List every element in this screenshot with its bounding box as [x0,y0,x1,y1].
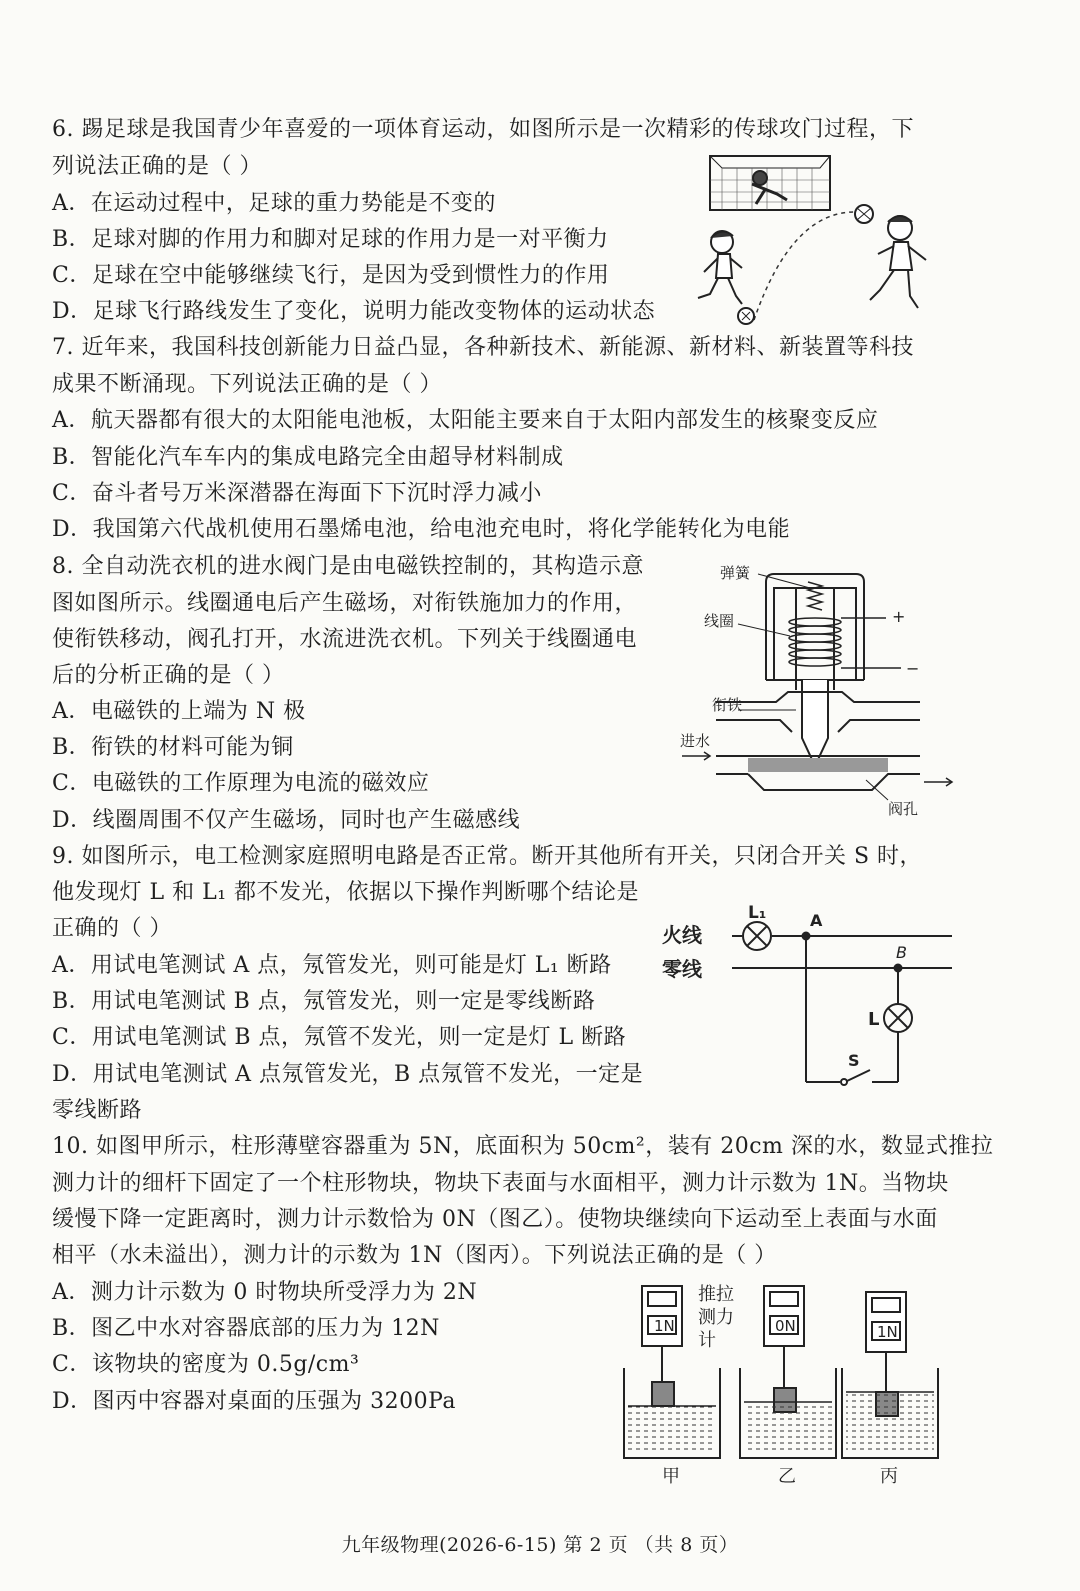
player-left-icon [698,231,754,324]
q10-containers-figure [620,1278,960,1490]
q8-option-c: C．电磁铁的工作原理为电流的磁效应 [52,771,430,796]
q7-option-b: B．智能化汽车车内的集成电路完全由超导材料制成 [52,445,564,470]
label-armature: 衔铁 [712,696,743,714]
container-bing [842,1292,938,1458]
q7-option-d: D．我国第六代战机使用石墨烯电池，给电池充电时，将化学能转化为电能 [52,517,791,542]
meter-reading-yi: 0N [775,1317,796,1335]
page-footer: 九年级物理(2026-6-15) 第 2 页 （共 8 页） [341,1534,739,1556]
label-plus: + [892,607,906,626]
caption-yi: 乙 [778,1466,796,1487]
q8-stem-line3: 使衔铁移动，阀孔打开，水流进洗衣机。下列关于线圈通电 [52,627,638,652]
q9-circuit-figure [660,896,960,1092]
q9-stem-line3: 正确的（ ） [52,916,172,941]
q6-option-d: D．足球飞行路线发生了变化，说明力能改变物体的运动状态 [52,299,656,324]
label-inlet: 进水 [680,732,711,750]
q8-option-a: A．电磁铁的上端为 N 极 [52,699,306,724]
label-live-wire: 火线 [662,923,702,947]
label-meter-line1: 推拉 [698,1284,734,1305]
q7-option-a: A．航天器都有很大的太阳能电池板，太阳能主要来自于太阳内部发生的核聚变反应 [52,408,879,433]
q7-stem-line1: 7. 近年来，我国科技创新能力日益凸显，各种新技术、新能源、新材料、新装置等科技 [52,335,914,360]
q10-option-c: C．该物块的密度为 0.5g/cm³ [52,1352,360,1377]
ball-trajectory [754,212,857,320]
q8-valve-figure [676,560,960,820]
label-point-a: A [810,911,823,930]
label-spring: 弹簧 [720,564,751,582]
q7-stem-line2: 成果不断涌现。下列说法正确的是（ ） [52,372,442,397]
q10-option-a: A．测力计示数为 0 时物块所受浮力为 2N [52,1280,478,1305]
container-yi [740,1286,836,1458]
q9-option-b: B．用试电笔测试 B 点，氖管发光，则一定是零线断路 [52,989,596,1014]
q10-option-d: D．图丙中容器对桌面的压强为 3200Pa [52,1389,457,1414]
q6-stem-line1: 6. 踢足球是我国青少年喜爱的一项体育运动，如图所示是一次精彩的传球攻门过程，下 [52,117,914,142]
q9-option-a: A．用试电笔测试 A 点，氖管发光，则可能是灯 L₁ 断路 [52,953,612,978]
label-point-b: B [896,943,907,962]
label-meter-line3: 计 [698,1330,716,1351]
player-right-icon [855,205,926,308]
label-switch-s: S [848,1051,860,1070]
q6-stem-line2: 列说法正确的是（ ） [52,154,262,179]
q9-stem-line1: 9. 如图所示，电工检测家庭照明电路是否正常。断开其他所有开关，只闭合开关 S 时， [52,844,923,869]
meter-reading-bing: 1N [877,1323,898,1341]
caption-bing: 丙 [880,1466,898,1487]
q10-stem-line3: 缓慢下降一定距离时，测力计示数恰为 0N（图乙）。使物块继续向下运动至上表面与水面 [52,1207,938,1232]
label-l1: L₁ [748,903,767,923]
q6-option-a: A．在运动过程中，足球的重力势能是不变的 [52,191,496,216]
q10-stem-line4: 相平（水未溢出），测力计的示数为 1N（图丙）。下列说法正确的是（ ） [52,1243,777,1268]
label-l: L [868,1009,880,1030]
q6-option-b: B．足球对脚的作用力和脚对足球的作用力是一对平衡力 [52,227,609,252]
q7-option-c: C．奋斗者号万米深潜器在海面下下沉时浮力减小 [52,481,542,506]
caption-jia: 甲 [662,1466,680,1487]
q8-stem-line2: 图如图所示。线圈通电后产生磁场，对衔铁施加力的作用， [52,591,638,616]
q8-option-b: B．衔铁的材料可能为铜 [52,735,294,760]
q10-stem-line2: 测力计的细杆下固定了一个柱形物块，物块下表面与水面相平，测力计示数为 1N。当物块 [52,1171,949,1196]
q9-option-d-line1: D．用试电笔测试 A 点氖管发光，B 点氖管不发光，一定是 [52,1062,644,1087]
label-coil: 线圈 [704,612,735,630]
q9-option-c: C．用试电笔测试 B 点，氖管不发光，则一定是灯 L 断路 [52,1025,627,1050]
q6-soccer-figure [682,150,952,330]
label-meter-line2: 测力 [698,1307,734,1328]
q10-stem-line1: 10. 如图甲所示，柱形薄壁容器重为 5N，底面积为 50cm²，装有 20cm 深的水，数显式推拉 [52,1134,994,1159]
goal-icon [710,156,830,210]
q10-option-b: B．图乙中水对容器底部的压力为 12N [52,1316,440,1341]
switch-s-icon [847,1070,870,1081]
label-minus: − [906,659,920,678]
q9-stem-line2: 他发现灯 L 和 L₁ 都不发光，依据以下操作判断哪个结论是 [52,880,640,905]
q8-stem-line4: 后的分析正确的是（ ） [52,663,285,688]
q8-option-d: D．线圈周围不仅产生磁场，同时也产生磁感线 [52,808,521,833]
meter-reading-jia: 1N [654,1317,675,1335]
label-valve-hole: 阀孔 [888,800,919,818]
q9-option-d-line2: 零线断路 [52,1098,143,1123]
q8-stem-line1: 8. 全自动洗衣机的进水阀门是由电磁铁控制的，其构造示意 [52,554,644,579]
label-neutral-wire: 零线 [662,957,702,981]
q6-option-c: C．足球在空中能够继续飞行，是因为受到惯性力的作用 [52,263,610,288]
